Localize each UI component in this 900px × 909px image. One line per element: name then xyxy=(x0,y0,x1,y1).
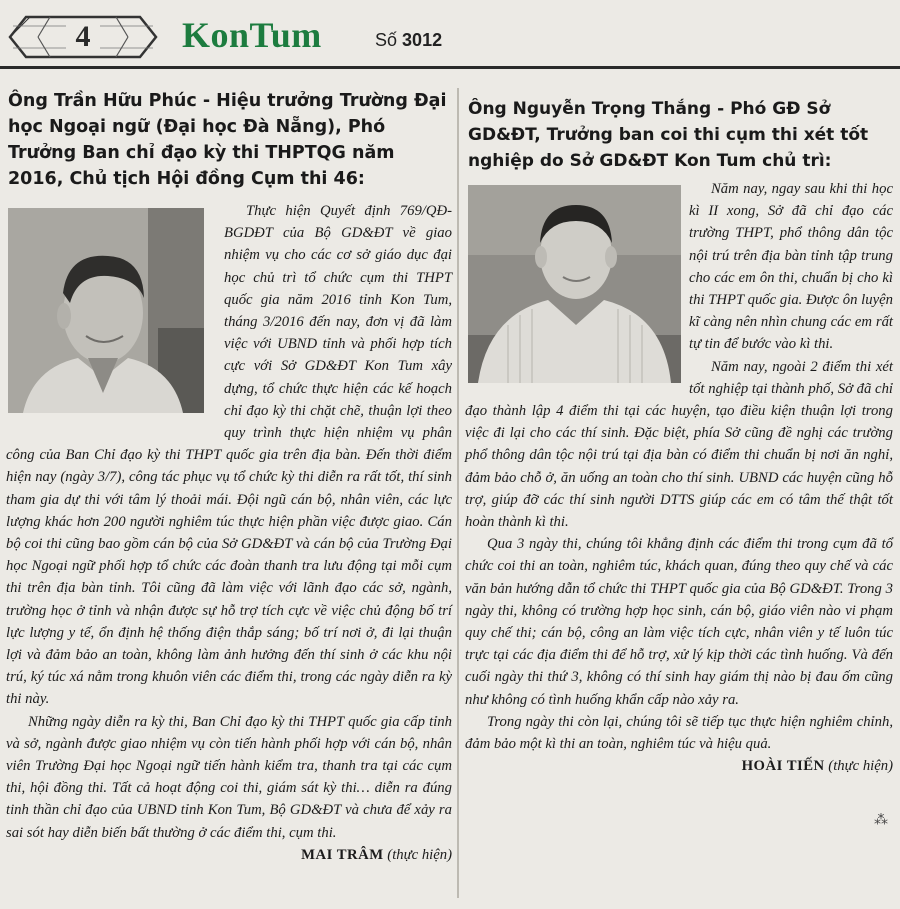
right-byline xyxy=(465,755,893,777)
right-article-heading: Ông Nguyễn Trọng Thắng - Phó GĐ Sở GD&ĐT, Trưởng ban coi thi cụm thi xét tốt nghiệp do Sở GD&ĐT Kon Tum chủ trì: xyxy=(468,99,869,171)
right-photo-spacer xyxy=(465,178,689,398)
end-ornament-icon: ⁂ xyxy=(874,813,888,828)
column-separator xyxy=(457,88,459,898)
left-paragraph-2: Những ngày diễn ra kỳ thi, Ban Chỉ đạo kỳ thi THPT quốc gia cấp tỉnh và sở, ngành được giao nhiệm vụ còn tiến hành phối hợp với cán bộ, nhân viên Trường Đại học Ngoại ngữ tiến hành kiểm tra, thanh tra tại các cụm thi, hội đồng thi. Tất cả hoạt động coi thi, giám sát kỳ thi… diễn ra đúng tinh thần chỉ đạo của UBND tỉnh Kon Tum, Bộ GD&ĐT và chưa để xảy ra sai sót hay diễn biến bất thường ở các điểm thi, cụm thi. xyxy=(6,713,452,841)
left-byline xyxy=(6,844,452,866)
right-paragraph-4: Trong ngày thi còn lại, chúng tôi sẽ tiếp tục thực hiện nghiêm chỉnh, đảm bảo một kì thi an toàn, nghiêm túc và hiệu quả. xyxy=(465,713,893,753)
page-header xyxy=(0,0,900,70)
right-article-body xyxy=(465,178,893,818)
left-author-role: (thực hiện) xyxy=(387,846,452,863)
header-rule xyxy=(0,66,900,69)
left-author: MAI TRÂM xyxy=(301,846,384,863)
issue-label: Số xyxy=(375,30,398,50)
issue-number xyxy=(375,30,442,51)
left-paragraph-1: Thực hiện Quyết định 769/QĐ-BGDĐT của Bộ GD&ĐT về giao nhiệm vụ cho các cơ sở giáo dục đại học chủ trì tổ chức cụm thi THPT quốc gia năm 2016 tỉnh Kon Tum, tháng 3/2016 đến nay, đơn vị đã làm việc với UBND tỉnh và phối hợp tích cực với Sở GD&ĐT Kon Tum xây dựng, tổ chức thực hiện các kế hoạch chỉ đạo kỳ thi chặt chẽ, thuận lợi theo quy trình thực hiện nhiệm vụ phân công của Ban Chỉ đạo kỳ thi THPT quốc gia trên địa bàn. Đến thời điểm hiện nay (ngày 3/7), công tác phục vụ tổ chức kỳ thi diễn ra rất tốt, thí sinh tham gia dự thi với tâm lý thoải mái. Đội ngũ cán bộ, nhân viên, các lực lượng khác hơn 200 người nghiêm túc thực hiện phần việc được giao. Cán bộ coi thi cũng bao gồm cán bộ của Sở GD&ĐT và cán bộ của Trường Đại học Ngoại ngữ phối hợp tổ chức các đoàn thanh tra lưu động tại mỗi cụm thi trên địa bàn tỉnh. Tôi cũng đã làm việc với lãnh đạo các sở, ngành, trường học ở tỉnh và nhận được sự hỗ trợ tích cực về việc chủ động bố trí lực lượng y tế, ổn định hệ thống điện thắp sáng; bố trí nơi ở, đi lại thuận lợi và đảm bảo an toàn, không làm ảnh hưởng đến thí sinh ở các khu nội trú, ký túc xá nằm trong khuôn viên các điểm thi, trong các ngày diễn ra kỳ thi này. xyxy=(6,203,452,708)
right-paragraph-2: Năm nay, ngoài 2 điểm thi xét tốt nghiệp tại thành phố, Sở đã chỉ đạo thành lập 4 điểm thi tại các huyện, tạo điều kiện thuận lợi trong việc đi lại cho các thí sinh. Đặc biệt, phía Sở cũng đề nghị các trường phổ thông dân tộc nội trú tại địa bàn có điểm thi chuẩn bị nơi ăn nghỉ, đảm bảo chỗ ở, ăn uống an toàn cho thí sinh. UBND các huyện cũng hỗ trợ, giúp đỡ các thí sinh người DTTS giúp các em có tâm thế thật tốt hoàn thành kì thi. xyxy=(465,358,893,531)
right-paragraph-1: Năm nay, ngay sau khi thi học kì II xong, Sở đã chỉ đạo các trường THPT, phổ thông dân tộc nội trú trên địa bàn tỉnh tập trung cho các em ôn thi, chuẩn bị cho kì thi THPT quốc gia. Được ôn luyện kĩ càng nên nhìn chung các em rất tự tin để bước vào kì thi. xyxy=(689,181,893,353)
issue-value: 3012 xyxy=(402,30,443,50)
right-author: HOÀI TIẾN xyxy=(741,758,825,775)
right-author-role: (thực hiện) xyxy=(828,758,893,775)
page-number: 4 xyxy=(75,20,91,53)
left-photo-spacer xyxy=(6,200,224,442)
section-title: KonTum xyxy=(182,15,322,55)
right-paragraph-3: Qua 3 ngày thi, chúng tôi khẳng định các điểm thi trong cụm đã tổ chức coi thi an toàn, nghiêm túc, khách quan, đúng theo quy chế và các văn bản hướng dẫn tổ chức thi THPT quốc gia của Bộ GD&ĐT. Trong 3 ngày thi, không có trường hợp học sinh, cán bộ, giáo viên nào vi phạm quy chế thi; cán bộ, công an làm việc tích cực, nhân viên y tế luôn túc trực tại các địa điểm thi để hỗ trợ, xử lý kịp thời các tình huống. Và đến cuối ngày thi thứ 3, không có thí sinh hay giám thị nào bị đau ốm cũng như không có tình huống khẩn cấp nào xảy ra. xyxy=(465,536,893,708)
left-article-body xyxy=(6,200,452,900)
left-article-heading: Ông Trần Hữu Phúc - Hiệu trưởng Trường Đại học Ngoại ngữ (Đại học Đà Nẵng), Phó Trưởng Ban chỉ đạo kỳ thi THPTQG năm 2016, Chủ tịch Hội đồng Cụm thi 46: xyxy=(8,91,447,189)
page-number-banner xyxy=(8,14,158,60)
